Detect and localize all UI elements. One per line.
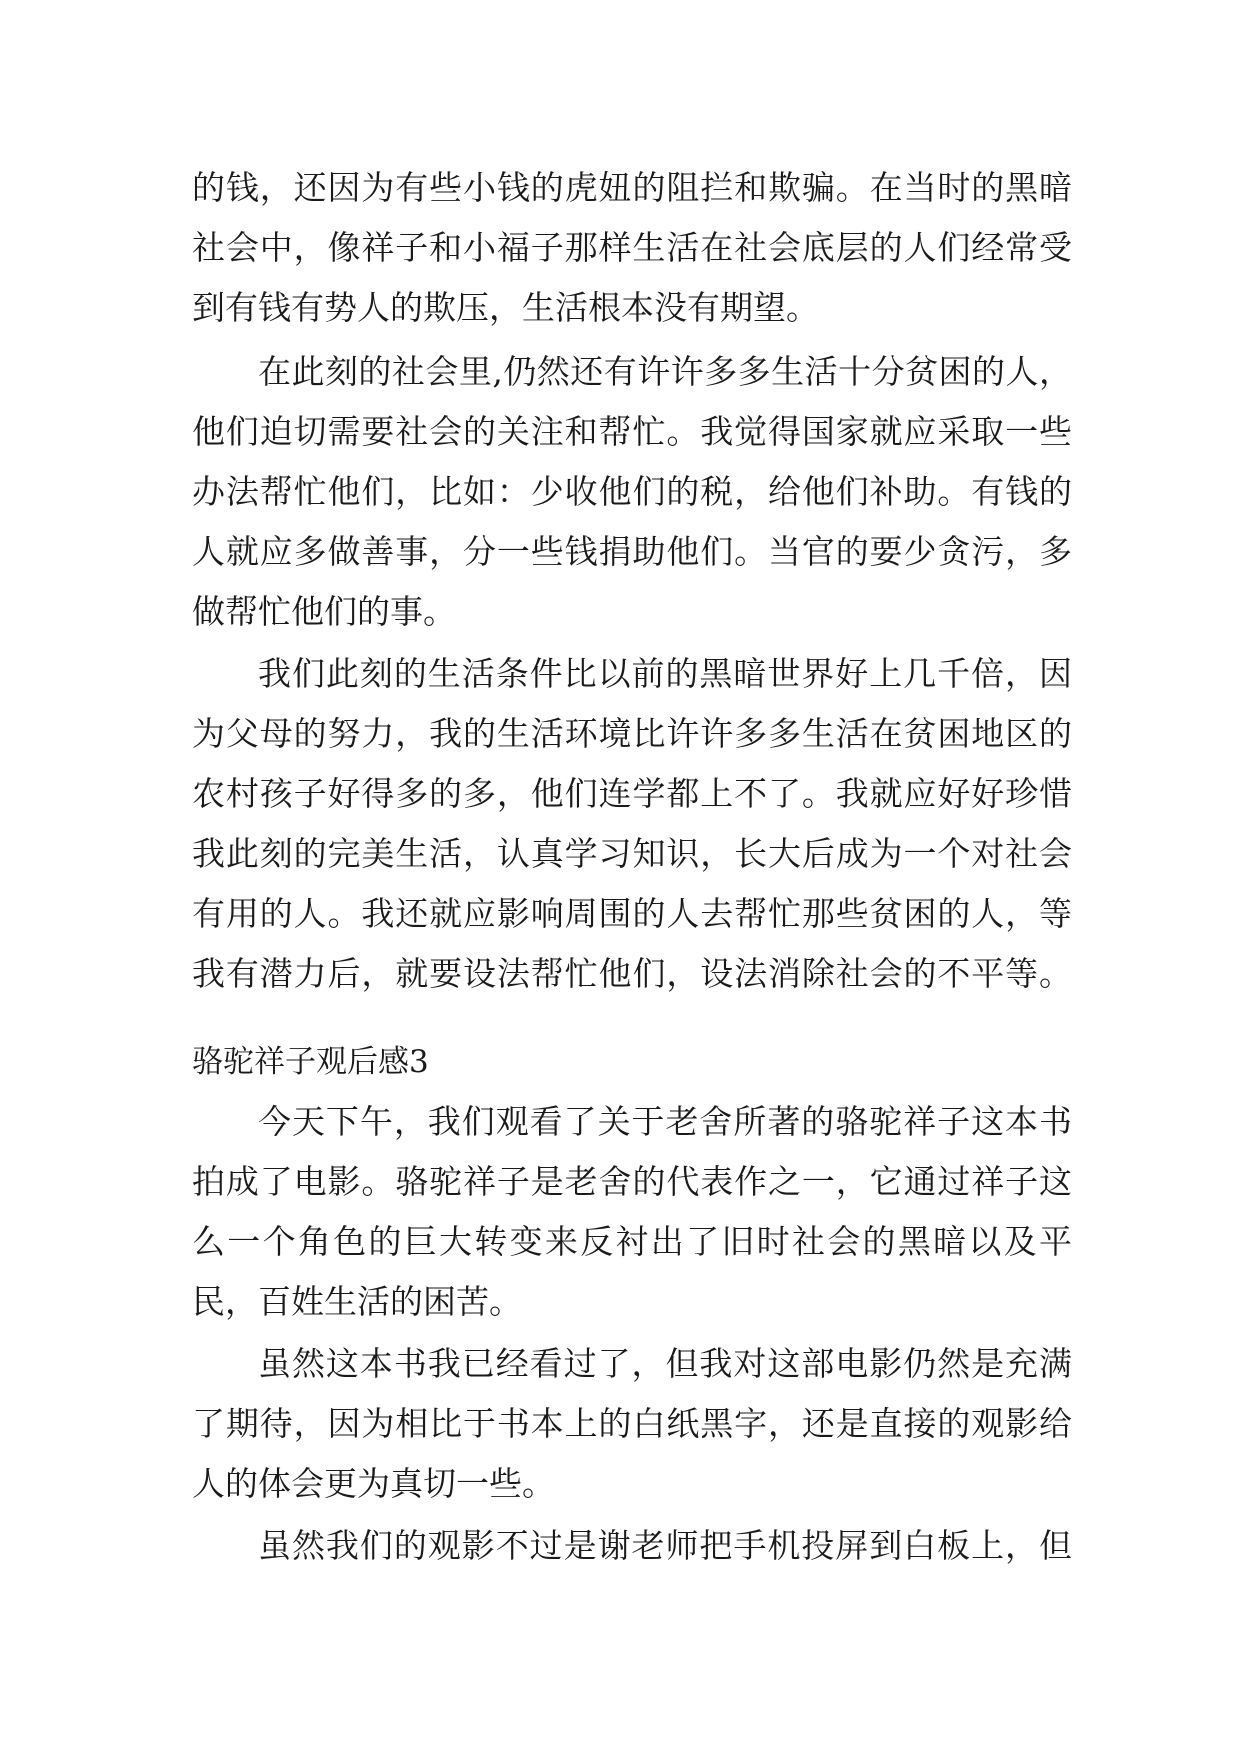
text-line: 民，百姓生活的困苦。 xyxy=(192,1282,522,1321)
text-line: 社会中，像祥子和小福子那样生活在社会底层的人们经常受 xyxy=(192,228,1072,267)
text-line: 在此刻的社会里,仍然还有许许多多生活十分贫困的人， xyxy=(258,352,1072,391)
text-line: 我有潜力后，就要设法帮忙他们，设法消除社会的不平等。 xyxy=(192,954,1072,993)
text-line: 虽然我们的观影不过是谢老师把手机投屏到白板上，但 xyxy=(258,1526,1072,1565)
section-heading: 骆驼祥子观后感3 xyxy=(192,1044,429,1080)
text-line: 我此刻的完美生活，认真学习知识，长大后成为一个对社会 xyxy=(192,834,1072,873)
text-line: 办法帮忙他们，比如：少收他们的税，给他们补助。有钱的 xyxy=(192,472,1072,511)
text-line: 有用的人。我还就应影响周围的人去帮忙那些贫困的人，等 xyxy=(192,894,1072,933)
text-line: 做帮忙他们的事。 xyxy=(192,592,456,631)
text-line: 我们此刻的生活条件比以前的黑暗世界好上几千倍，因 xyxy=(258,654,1072,693)
text-line: 农村孩子好得多的多，他们连学都上不了。我就应好好珍惜 xyxy=(192,774,1072,813)
text-line: 他们迫切需要社会的关注和帮忙。我觉得国家就应采取一些 xyxy=(192,412,1072,451)
text-line: 为父母的努力，我的生活环境比许许多多生活在贫困地区的 xyxy=(192,714,1072,753)
text-line: 虽然这本书我已经看过了，但我对这部电影仍然是充满 xyxy=(258,1344,1072,1383)
text-line: 拍成了电影。骆驼祥子是老舍的代表作之一，它通过祥子这 xyxy=(192,1162,1072,1201)
text-line: 人的体会更为真切一些。 xyxy=(192,1464,555,1503)
text-line: 人就应多做善事，分一些钱捐助他们。当官的要少贪污，多 xyxy=(192,532,1072,571)
text-line: 的钱，还因为有些小钱的虎妞的阻拦和欺骗。在当时的黑暗 xyxy=(192,168,1072,207)
text-line: 了期待，因为相比于书本上的白纸黑字，还是直接的观影给 xyxy=(192,1404,1072,1443)
text-line: 今天下午，我们观看了关于老舍所著的骆驼祥子这本书 xyxy=(258,1102,1072,1141)
text-line: 到有钱有势人的欺压，生活根本没有期望。 xyxy=(192,288,819,327)
text-line: 么一个角色的巨大转变来反衬出了旧时社会的黑暗以及平 xyxy=(192,1222,1072,1261)
